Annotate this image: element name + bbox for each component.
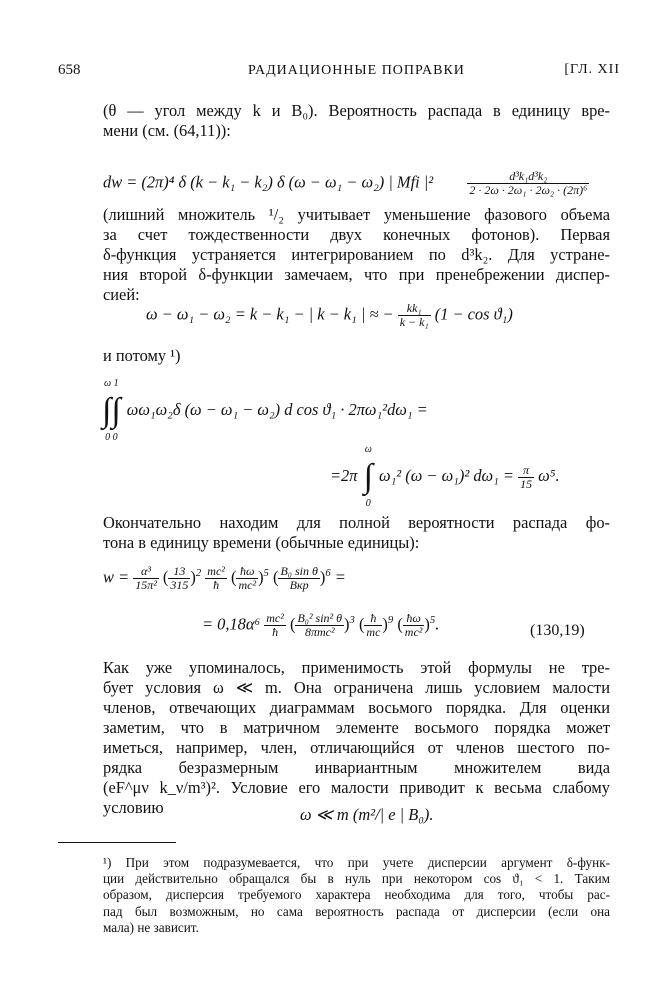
equation-dispersion-right: (1 − cos ϑ₁): [434, 304, 513, 324]
fraction-numerator: ħω: [236, 565, 258, 579]
paragraph-2: [103, 205, 610, 305]
fraction-denominator: mc: [366, 625, 381, 639]
equation-dw: [103, 170, 589, 197]
equation-condition: ω ≪ m (m²/| e | B₀).: [300, 805, 434, 824]
text-line: тона в единицу времени (обычные единицы):: [103, 533, 420, 552]
text-line: (eF^μν k_ν/m³)². Условие его малости приводит к весьма слабому: [103, 778, 610, 797]
equation-dw-body: dw = (2π)⁴ δ (k − k₁ − k₂) δ (ω − ω₁ − ω₂) | Mfi |²: [103, 172, 434, 192]
integral-lower-limit: 0: [365, 498, 371, 509]
fraction-numerator: B₀² sin² θ: [297, 611, 343, 625]
fraction-denominator: k − k₁: [399, 315, 429, 329]
equation-w-second: = 0,18α⁶ $\frac{\text{mc²}}{ħ}$ ( $\frac{\text{B₀² sin² θ}}{\text{8πmc²}}$ )$^3$ ( $\frac{ħ}{mc}$ )$^9$ ( $\frac{ħ\omega}{\text{mc²}}$ )$^5$.: [202, 611, 440, 639]
fraction-mc2-hbar: [205, 565, 227, 592]
text-line: мени (см. (64,11)):: [103, 121, 231, 140]
fraction-numerator: kk₁: [398, 302, 431, 316]
fraction-numerator: ħω: [403, 612, 425, 626]
fraction-denominator: 15π²: [135, 578, 157, 592]
footnote-line: ¹) При этом подразумевается, что при учете дисперсии аргумент δ-функ-: [103, 855, 610, 870]
fraction-denominator: mc²: [404, 625, 423, 639]
fraction-numerator: mc²: [266, 611, 284, 625]
fraction-numerator: B₀ sin θ: [280, 564, 318, 578]
fraction-numerator: α³: [133, 565, 159, 579]
integral-lower-limits: 0 0: [105, 432, 118, 443]
text-line: (θ — угол между k и B₀). Вероятность распада в единицу вре-: [103, 101, 610, 120]
fraction-b0-sin: [295, 612, 344, 639]
fraction-denominator: Bкр: [289, 578, 309, 592]
equation-w-lhs: w =: [103, 567, 130, 587]
equation-w-coefficient: = 0,18α⁶: [202, 614, 261, 634]
footnote-line: пад был возможным, но сама вероятность распада от дисперсии (если она: [103, 903, 610, 919]
running-title: РАДИАЦИОННЫЕ ПОПРАВКИ: [248, 63, 465, 78]
double-integral-body: ωω₁ω₂δ (ω − ω₁ − ω₂) d cos ϑ₁ · 2πω₁²dω₁ =: [126, 399, 428, 419]
equation-number: (130,19): [530, 622, 585, 639]
footnote-line: ции действительно обращался бы в нуль при некотором cos ϑ₁ < 1. Таким: [103, 871, 610, 887]
fraction-denominator: 8πmc²: [304, 625, 335, 639]
footnote-line: образом, дисперсия требуемого характера необходима для того, чтобы рас-: [103, 887, 610, 903]
fraction-b0-bkr: [278, 565, 319, 592]
integral-sign: ∫: [363, 458, 373, 495]
fraction-hbar-omega: [403, 612, 425, 639]
text-line: Окончательно находим для полной вероятности распада фо-: [103, 513, 610, 532]
text-line: бует условия ω ≪ m. Она ограничена лишь условием малости: [103, 678, 610, 697]
integral-result-body: ω₁² (ω − ω₁)² dω₁ =: [379, 465, 514, 485]
fraction-hbar-mc: [364, 612, 382, 639]
fraction-denominator: mc²: [238, 578, 257, 592]
page-number: 658: [58, 62, 81, 78]
integral-upper-limit: ω: [364, 444, 372, 455]
fraction-denominator: ħ: [272, 625, 279, 639]
footnote: [103, 855, 610, 936]
paragraph-4: [103, 513, 610, 553]
text-line: (лишний множитель ¹/₂ учитывает уменьшение фазового объема: [103, 205, 610, 224]
footnote-divider: [58, 842, 176, 843]
paragraph-1: [103, 101, 610, 141]
fraction-denominator: 15: [520, 476, 533, 491]
fraction-denominator: 2 · 2ω · 2ω₁ · 2ω₂ · (2π)⁶: [469, 183, 588, 197]
footnote-line: мала) не зависит.: [103, 919, 199, 935]
fraction-numerator: mc²: [207, 564, 225, 578]
fraction-numerator: d³k₁d³k₂: [467, 170, 589, 184]
fraction-numerator: ħ: [364, 612, 382, 626]
integral-result-fraction: [518, 464, 534, 491]
equation-w-equals: =: [334, 567, 346, 587]
integral-upper-limits: ω 1: [104, 378, 119, 389]
fraction-numerator: π: [518, 464, 534, 478]
fraction-denominator: ħ: [213, 578, 220, 592]
text-line: рядка безразмерным инвариантным множителем вида: [103, 758, 610, 777]
fraction-numerator: 13: [168, 565, 190, 579]
text-line: сией:: [103, 285, 140, 304]
running-header: [58, 62, 620, 86]
text-line: условию: [103, 798, 164, 817]
fraction-denominator: 315: [170, 578, 189, 592]
paragraph-3: [103, 346, 610, 366]
fraction-mc2-hbar: [264, 612, 286, 639]
integral-result-left: =2π: [330, 465, 358, 485]
text-line: иметься, например, член, отличающийся от членов шестого по-: [103, 738, 610, 757]
text-line: Как уже упоминалось, применимость этой формулы не тре-: [103, 658, 610, 677]
paragraph-5: [103, 658, 610, 818]
integral-limits: [102, 372, 121, 450]
equation-w-period: .: [435, 614, 440, 634]
integral-result-tail: ω⁵.: [538, 465, 560, 485]
text-line: заметим, что в матричном элементе восьмого порядка может: [103, 718, 610, 737]
fraction-13-315: [168, 565, 190, 592]
text-line: за счет тождественности двух конечных фотонов). Первая: [103, 225, 610, 244]
integral-limits: [364, 438, 373, 516]
text-line: δ-функция устраняется интегрированием по d³k₂. Для устране-: [103, 245, 610, 264]
fraction-hbar-omega: [236, 565, 258, 592]
chapter-label: [ГЛ. XII: [564, 62, 620, 77]
text-line: членов, отвечающих диаграммам восьмого порядка. Для оценки: [103, 698, 610, 717]
equation-integral-result: [330, 438, 560, 516]
equation-dispersion: [146, 302, 513, 329]
equation-dispersion-left: ω − ω₁ − ω₂ = k − k₁ − | k − k₁ | ≈ −: [146, 304, 394, 324]
equation-dispersion-fraction: [398, 302, 431, 329]
equation-w-first: w = $\frac{\text{α³}}{\text{15π²}}$ ( $\frac{13}{315}$ )$^2$ $\frac{\text{mc²}}{ħ}$ ( $\frac{ħ\omega}{\text{mc²}}$ )$^5$ ( $\frac{\text{B₀ sin θ}}{\text{Bкр}}$ )$^6$ =: [103, 564, 346, 592]
fraction-alpha: [133, 565, 159, 592]
text-line: и потому ¹): [103, 346, 181, 365]
text-line: ния второй δ-функции замечаем, что при пренебрежении диспер-: [103, 265, 610, 284]
equation-dw-fraction: [467, 170, 589, 197]
double-integral-sign: ∫∫: [102, 392, 121, 429]
